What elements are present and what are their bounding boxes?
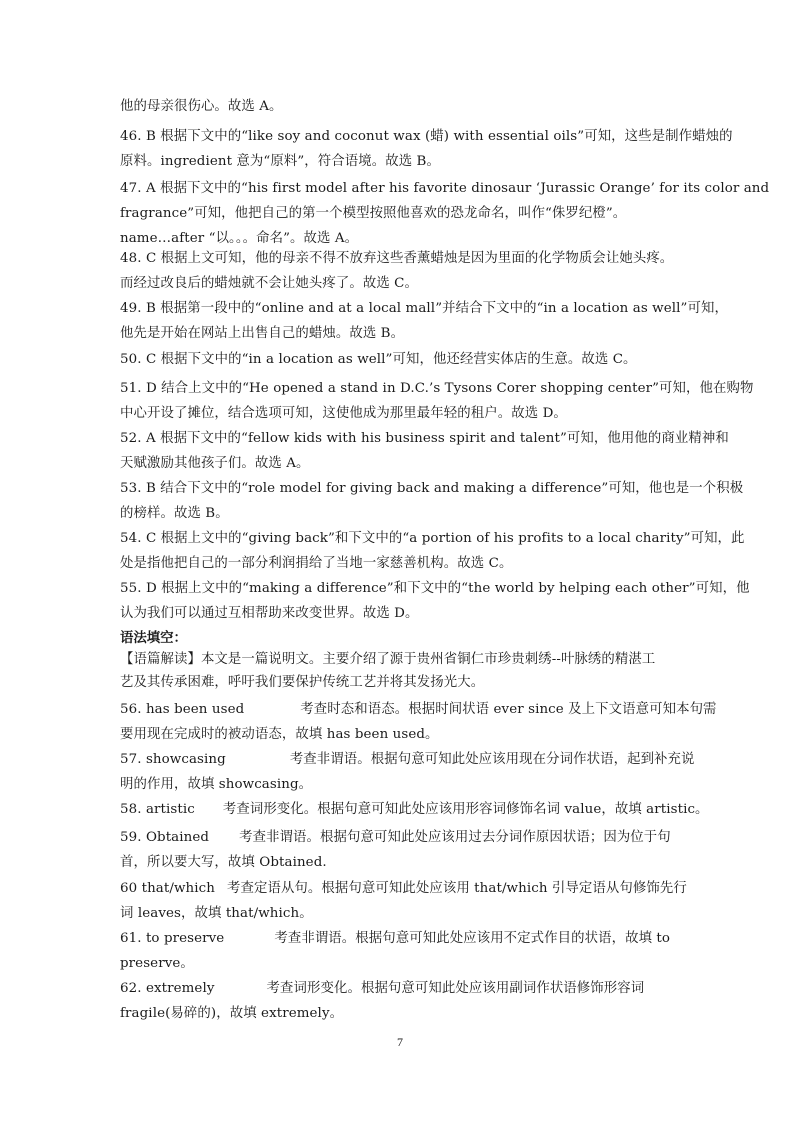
text-line: 54. C 根据上文中的“giving back”和下文中的“a portion of his profits to a local charity”可知，此 — [120, 531, 745, 546]
answer-60 — [120, 876, 688, 926]
text-line: 他先是开始在网站上出售自己的蜡烛。故选 B。 — [120, 326, 405, 341]
page-number: 7 — [397, 1035, 403, 1049]
paragraph-54 — [120, 526, 745, 576]
text-line: 的榜样。故选 B。 — [120, 506, 229, 521]
answer-58 — [120, 797, 709, 822]
paragraph-50 — [120, 347, 688, 372]
text-line: 考查词形变化。根据句意可知此处应该用副词作状语修饰形容词 — [266, 981, 645, 996]
text-line: 考查非谓语。根据句意可知此处应该用现在分词作状语，起到补充说 — [289, 752, 695, 767]
answer-61 — [120, 926, 688, 976]
text-line: 原料。ingredient 意为“原料”，符合语境。故选 B。 — [120, 154, 440, 169]
answer-label: 56. has been used — [120, 702, 245, 717]
answer-62 — [120, 976, 688, 1026]
text-line: 艺及其传承困难，呼吁我们要保护传统工艺并将其发扬光大。 — [120, 675, 485, 690]
paragraph-55 — [120, 576, 750, 626]
text-line: 处是指他把自己的一部分利润捐给了当地一家慈善机构。故选 C。 — [120, 556, 513, 571]
text-line: 48. C 根据上文可知，他的母亲不得不放弃这些香薰蜡烛是因为里面的化学物质会让她头疼。 — [120, 251, 674, 266]
answer-label: 61. to preserve — [120, 931, 225, 946]
text-line: 53. B 结合下文中的“role model for giving back and making a difference”可知，他也是一个积极 — [120, 481, 744, 496]
text-line: 天赋激励其他孩子们。故选 A。 — [120, 456, 310, 471]
paragraph-48 — [120, 246, 688, 296]
section-title: 语法填空： — [120, 630, 187, 646]
answer-label: 59. Obtained — [120, 830, 210, 845]
text-line: 50. C 根据下文中的“in a location as well”可知，他还经营实体店的生意。故选 C。 — [120, 352, 637, 367]
answer-label: 57. showcasing — [120, 752, 226, 767]
text-line: fragile(易碎的)，故填 extremely。 — [120, 1006, 344, 1021]
text-line: 词 leaves，故填 that/which。 — [120, 906, 313, 921]
text-line: 47. A 根据下文中的“his first model after his favorite dinosaur ‘Jurassic Orange’ for its color and — [120, 181, 770, 196]
text-line: 49. B 根据第一段中的“online and at a local mall”并结合下文中的“in a location as well”可知， — [120, 301, 728, 316]
text-line: 46. B 根据下文中的“like soy and coconut wax (蜡) with essential oils”可知，这些是制作蜡烛的 — [120, 129, 733, 144]
text-line: 明的作用，故填 showcasing。 — [120, 777, 313, 792]
text-line: 【语篇解读】本文是一篇说明文。主要介绍了源于贵州省铜仁市珍贵刺绣--叶脉绣的精湛工 — [120, 652, 656, 667]
text-line: 52. A 根据下文中的“fellow kids with his business spirit and talent”可知，他用他的商业精神和 — [120, 431, 729, 446]
text-line: name…after “以。。。命名”。故选 A。 — [120, 231, 359, 246]
text-line: 考查词形变化。根据句意可知此处应该用形容词修饰名词 value，故填 artistic。 — [222, 802, 709, 817]
text-line: 考查非谓语。根据句意可知此处应该用过去分词作原因状语；因为位于句 — [239, 830, 671, 845]
answer-57 — [120, 747, 695, 797]
reading-intro — [120, 648, 688, 694]
paragraph-53 — [120, 476, 744, 526]
paragraph-45-tail — [120, 94, 688, 119]
paragraph-51 — [120, 376, 754, 426]
answer-label: 58. artistic — [120, 802, 195, 817]
text-line: 考查非谓语。根据句意可知此处应该用不定式作目的状语，故填 to — [274, 931, 671, 946]
text-line: 他的母亲很伤心。故选 A。 — [120, 99, 283, 114]
text-line: 而经过改良后的蜡烛就不会让她头疼了。故选 C。 — [120, 276, 419, 291]
paragraph-49 — [120, 296, 728, 346]
answer-56 — [120, 697, 717, 747]
text-line: 55. D 根据上文中的“making a difference”和下文中的“the world by helping each other”可知，他 — [120, 581, 750, 596]
text-line: fragrance”可知，他把自己的第一个模型按照他喜欢的恐龙命名，叫作“侏罗纪橙”。 — [120, 206, 627, 221]
text-line: preserve。 — [120, 956, 194, 971]
text-line: 要用现在完成时的被动语态，故填 has been used。 — [120, 727, 439, 742]
answer-59 — [120, 825, 688, 875]
paragraph-52 — [120, 426, 729, 476]
text-line: 首，所以要大写，故填 Obtained. — [120, 855, 327, 870]
text-line: 中心开设了摊位，结合选项可知，这使他成为那里最年轻的租户。故选 D。 — [120, 406, 567, 421]
text-line: 考查时态和语态。根据时间状语 ever since 及上下文语意可知本句需 — [300, 702, 717, 717]
answer-label: 60 that/which — [120, 881, 215, 896]
text-line: 51. D 结合上文中的“He opened a stand in D.C.’s Tysons Corer shopping center”可知，他在购物 — [120, 381, 754, 396]
text-line: 考查定语从句。根据句意可知此处应该用 that/which 引导定语从句修饰先行 — [226, 881, 687, 896]
answer-label: 62. extremely — [120, 981, 215, 996]
paragraph-46 — [120, 124, 733, 174]
paragraph-47 — [120, 176, 770, 251]
text-line: 认为我们可以通过互相帮助来改变世界。故选 D。 — [120, 606, 419, 621]
